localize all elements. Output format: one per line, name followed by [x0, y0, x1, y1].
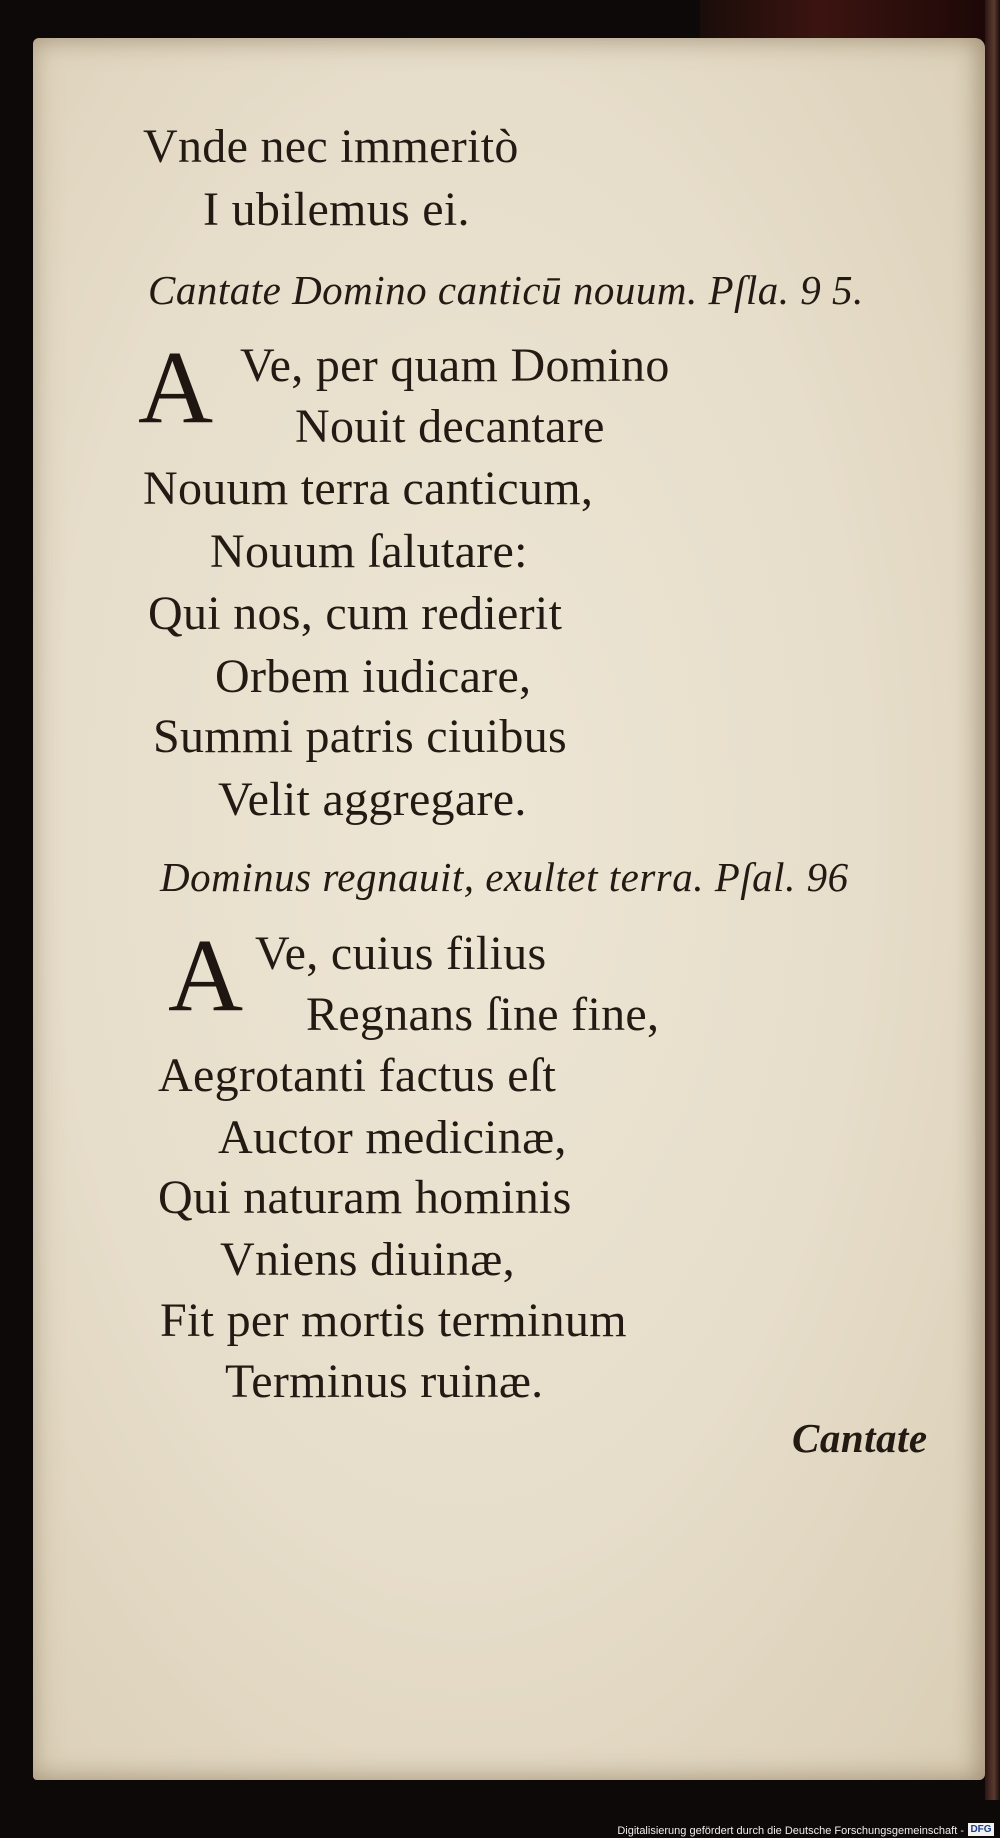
- verse-line: Velit aggregare.: [218, 773, 527, 826]
- verse-line: Nouum terra canticum,: [143, 462, 594, 515]
- verse-line: Nouit decantare: [295, 400, 605, 453]
- verse-line: I ubilemus ei.: [203, 183, 470, 236]
- drop-cap-initial: A: [168, 918, 244, 1033]
- verse-line: Summi patris ciuibus: [153, 710, 567, 763]
- verse-line: Orbem iudicare,: [215, 650, 532, 703]
- drop-cap-initial: A: [138, 330, 214, 445]
- verse-line: Aegrotanti factus eſt: [158, 1049, 557, 1102]
- catchword: Cantate: [792, 1415, 928, 1461]
- verse-line: Vniens diuinæ,: [220, 1233, 515, 1286]
- verse-line: Ve, cuius filius: [255, 927, 547, 980]
- verse-line: Ve, per quam Domino: [240, 339, 670, 392]
- book-binding-edge: [700, 0, 1000, 40]
- verse-line: Regnans ſine fine,: [306, 988, 660, 1041]
- verse-line: Vnde nec immeritò: [143, 120, 519, 173]
- verse-line: Fit per mortis terminum: [160, 1294, 627, 1347]
- rubric-heading: Dominus regnauit, exultet terra. Pſal. 96: [160, 854, 849, 900]
- verse-line: Auctor medicinæ,: [218, 1111, 567, 1164]
- dfg-logo: DFG: [968, 1823, 994, 1836]
- verse-line: Qui nos, cum redierit: [148, 587, 563, 640]
- rubric-heading: Cantate Domino canticū nouum. Pſla. 9 5.: [148, 267, 864, 313]
- verse-line: Qui naturam hominis: [158, 1171, 572, 1224]
- digitization-credit: Digitalisierung gefördert durch die Deutsche Forschungsgemeinschaft -: [617, 1825, 964, 1837]
- verse-line: Nouum ſalutare:: [210, 525, 528, 578]
- book-right-edge: [985, 0, 1000, 1800]
- verse-line: Terminus ruinæ.: [225, 1355, 544, 1408]
